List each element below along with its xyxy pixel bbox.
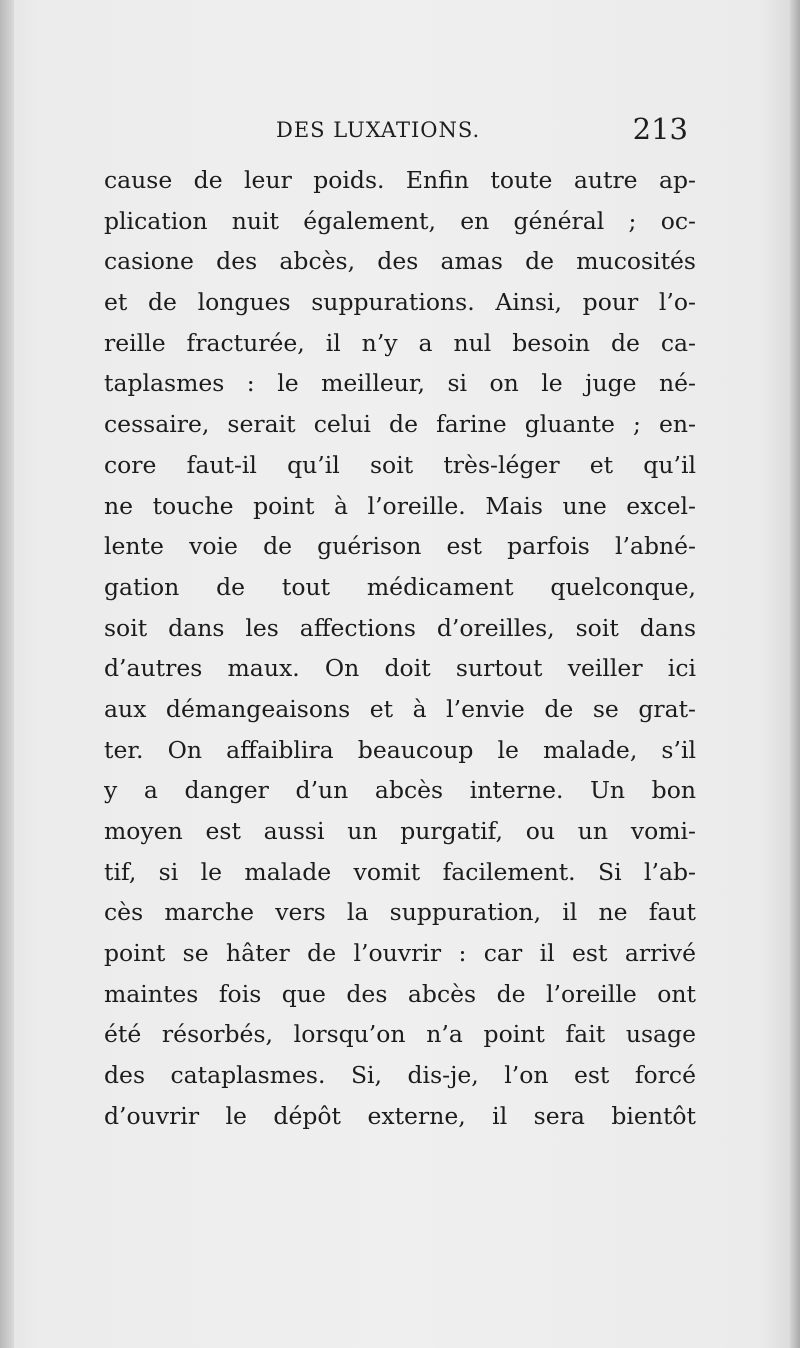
text-line: d’autres maux. On doit surtout veiller ici	[104, 654, 696, 683]
text-line: des cataplasmes. Si, dis-je, l’on est forcé	[104, 1061, 696, 1090]
text-line: maintes fois que des abcès de l’oreille ont	[104, 979, 696, 1008]
page-header	[104, 112, 688, 156]
text-line: cause de leur poids. Enfin toute autre ap-	[104, 166, 696, 194]
page-left-edge	[0, 0, 14, 1348]
text-line: point se hâter de l’ouvrir : car il est arrivé	[104, 939, 696, 968]
text-line: casione des abcès, des amas de mucosités	[104, 247, 696, 276]
text-line: y a danger d’un abcès interne. Un bon	[104, 776, 696, 805]
text-line: été résorbés, lorsqu’on n’a point fait usage	[104, 1020, 696, 1049]
text-line: d’ouvrir le dépôt externe, il sera bientôt	[104, 1101, 696, 1130]
text-line: reille fracturée, il n’y a nul besoin de ca-	[104, 328, 696, 357]
text-line: aux démangeaisons et à l’envie de se grat-	[104, 694, 696, 723]
text-line: ne touche point à l’oreille. Mais une excel-	[104, 491, 696, 520]
body-text	[104, 160, 696, 1137]
text-line: cessaire, serait celui de farine gluante ; en-	[104, 410, 696, 439]
text-line: moyen est aussi un purgatif, ou un vomi-	[104, 817, 696, 845]
text-line: ter. On affaiblira beaucoup le malade, s’il	[104, 735, 696, 764]
text-line: gation de tout médicament quelconque,	[104, 572, 696, 601]
page-number: 213	[632, 112, 688, 146]
text-line: soit dans les affections d’oreilles, soit dans	[104, 613, 696, 642]
text-line: tif, si le malade vomit facilement. Si l’ab-	[104, 857, 696, 886]
text-line: et de longues suppurations. Ainsi, pour l’o-	[104, 288, 696, 317]
running-head: DES LUXATIONS.	[276, 118, 481, 142]
text-line: taplasmes : le meilleur, si on le juge né-	[104, 369, 696, 398]
page-right-edge	[790, 0, 800, 1348]
text-line: lente voie de guérison est parfois l’abné-	[104, 532, 696, 561]
text-line: cès marche vers la suppuration, il ne faut	[104, 898, 696, 927]
text-line: plication nuit également, en général ; oc-	[104, 206, 696, 235]
text-line: core faut-il qu’il soit très-léger et qu’il	[104, 450, 696, 479]
